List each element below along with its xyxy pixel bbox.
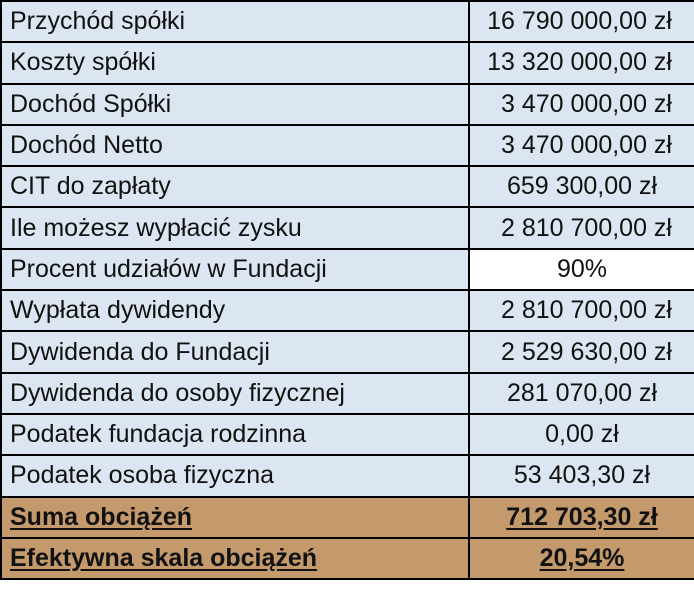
row-label-dividend-payout: Wypłata dywidendy bbox=[1, 290, 469, 331]
total-row bbox=[1, 538, 694, 579]
total-label-effective-rate: Efektywna skala obciążeń bbox=[1, 538, 469, 579]
row-label-revenue: Przychód spółki bbox=[1, 1, 469, 42]
table-row bbox=[1, 290, 694, 331]
table-row bbox=[1, 414, 694, 455]
row-label-tax-person: Podatek osoba fizyczna bbox=[1, 455, 469, 496]
table-row bbox=[1, 42, 694, 83]
row-label-company-income: Dochód Spółki bbox=[1, 84, 469, 125]
table-row bbox=[1, 331, 694, 372]
table-row bbox=[1, 207, 694, 248]
total-row bbox=[1, 497, 694, 538]
row-label-dividend-foundation: Dywidenda do Fundacji bbox=[1, 331, 469, 372]
table-row bbox=[1, 1, 694, 42]
row-label-tax-foundation: Podatek fundacja rodzinna bbox=[1, 414, 469, 455]
row-value-dividend-payout: 2 810 700,00 zł bbox=[469, 290, 694, 331]
table-row bbox=[1, 125, 694, 166]
row-value-company-income: 3 470 000,00 zł bbox=[469, 84, 694, 125]
row-value-net-income: 3 470 000,00 zł bbox=[469, 125, 694, 166]
row-value-payable-profit: 2 810 700,00 zł bbox=[469, 207, 694, 248]
row-value-cit: 659 300,00 zł bbox=[469, 166, 694, 207]
row-value-dividend-foundation: 2 529 630,00 zł bbox=[469, 331, 694, 372]
row-label-dividend-person: Dywidenda do osoby fizycznej bbox=[1, 373, 469, 414]
table-row bbox=[1, 373, 694, 414]
row-value-revenue: 16 790 000,00 zł bbox=[469, 1, 694, 42]
row-value-foundation-share: 90% bbox=[469, 249, 694, 290]
total-label-sum: Suma obciążeń bbox=[1, 497, 469, 538]
table-row bbox=[1, 249, 694, 290]
row-label-payable-profit: Ile możesz wypłacić zysku bbox=[1, 207, 469, 248]
table-row bbox=[1, 455, 694, 496]
total-value-sum: 712 703,30 zł bbox=[469, 497, 694, 538]
row-value-dividend-person: 281 070,00 zł bbox=[469, 373, 694, 414]
row-label-cit: CIT do zapłaty bbox=[1, 166, 469, 207]
table-row bbox=[1, 166, 694, 207]
row-value-tax-person: 53 403,30 zł bbox=[469, 455, 694, 496]
row-value-costs: 13 320 000,00 zł bbox=[469, 42, 694, 83]
row-label-costs: Koszty spółki bbox=[1, 42, 469, 83]
row-label-net-income: Dochód Netto bbox=[1, 125, 469, 166]
row-label-foundation-share: Procent udziałów w Fundacji bbox=[1, 249, 469, 290]
total-value-effective-rate: 20,54% bbox=[469, 538, 694, 579]
table-row bbox=[1, 84, 694, 125]
row-value-tax-foundation: 0,00 zł bbox=[469, 414, 694, 455]
